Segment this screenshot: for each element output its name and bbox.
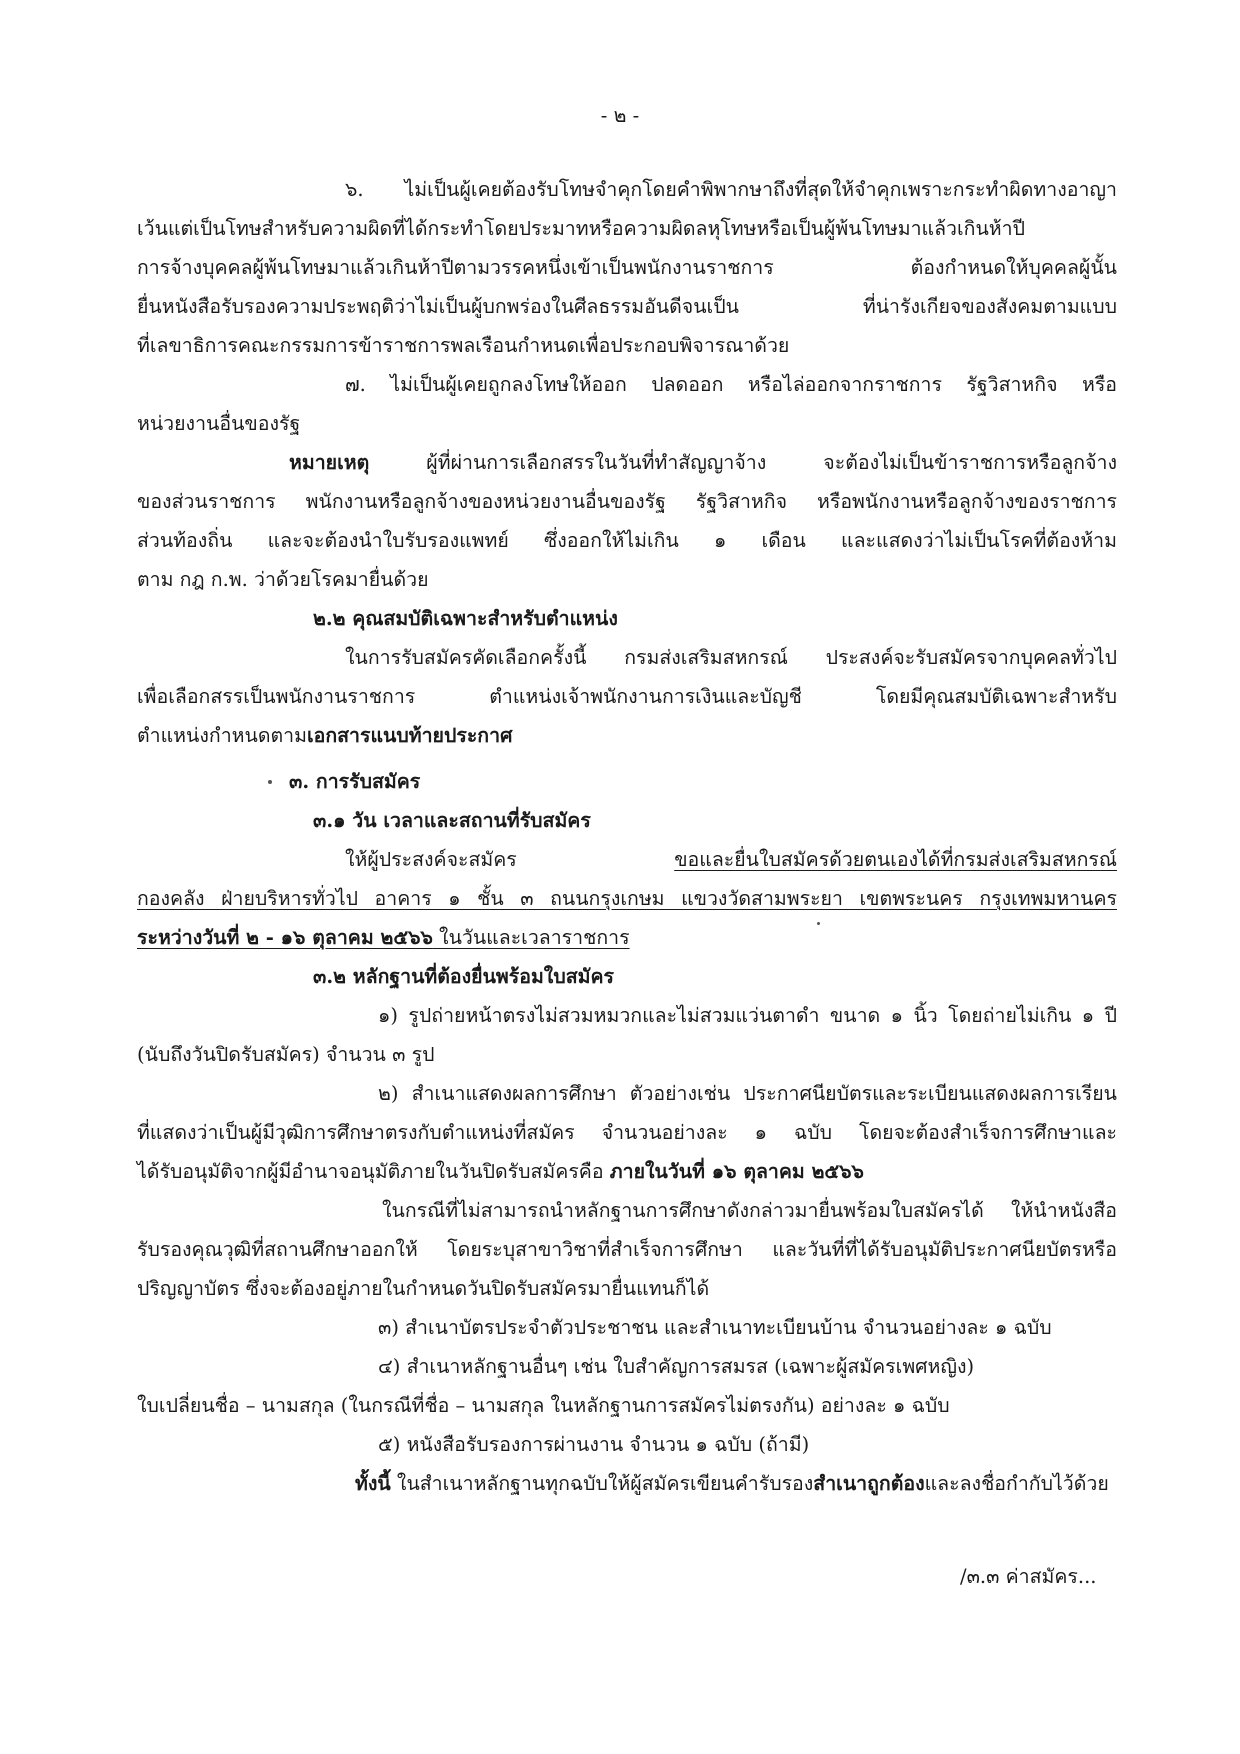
document-2-alt-line-1: ในกรณีที่ไม่สามารถนำหลักฐานการศึกษาดังกล่าวมายื่นพร้อมใบสมัครได้ ให้นำหนังสือ — [382, 1199, 1117, 1222]
office-hours: ในวันและเวลาราชการ — [432, 926, 630, 949]
document-1-line-2: (นับถึงวันปิดรับสมัคร) จำนวน ๓ รูป — [137, 1043, 435, 1066]
remark-line-4: ตาม กฎ ก.พ. ว่าด้วยโรคมายื่นด้วย — [137, 568, 429, 591]
qualification-6-line-2: เว้นแต่เป็นโทษสำหรับความผิดที่ได้กระทำโดยประมาทหรือความผิดลหุโทษหรือเป็นผู้พ้นโทษมาแล้วเกินห้าปี — [137, 217, 1025, 240]
qualification-7-line-1: ๗. ไม่เป็นผู้เคยถูกลงโทษให้ออก ปลดออก หรือไล่ออกจากราชการ รัฐวิสาหกิจ หรือ — [345, 373, 1117, 396]
certification-lead: ทั้งนี้ — [355, 1472, 391, 1495]
certified-copy-phrase: สำเนาถูกต้อง — [813, 1472, 925, 1495]
qualification-6-line-5: ที่เลขาธิการคณะกรรมการข้าราชการพลเรือนกำหนดเพื่อประกอบพิจารณาด้วย — [137, 334, 790, 357]
document-2-alt-line-2: รับรองคุณวุฒิที่สถานศึกษาออกให้ โดยระบุสาขาวิชาที่สำเร็จการศึกษา และวันที่ที่ได้รับอนุมัติประกาศนียบัตรหรือ — [137, 1238, 1117, 1261]
scan-mark — [268, 780, 272, 784]
application-period: ระหว่างวันที่ ๒ - ๑๖ ตุลาคม ๒๕๖๖ — [137, 926, 433, 949]
qualification-7-line-2: หน่วยงานอื่นของรัฐ — [137, 412, 301, 435]
document-1-line-1: ๑) รูปถ่ายหน้าตรงไม่สวมหมวกและไม่สวมแว่นตาดำ ขนาด ๑ นิ้ว โดยถ่ายไม่เกิน ๑ ปี — [378, 1004, 1117, 1027]
document-2-alt-line-3: ปริญญาบัตร ซึ่งจะต้องอยู่ภายในกำหนดวันปิดรับสมัครมายื่นแทนก็ได้ — [137, 1277, 710, 1300]
document-2-line-3 — [137, 1160, 864, 1184]
remark-label: หมายเหตุ — [289, 451, 370, 474]
heading-3-2: ๓.๒ หลักฐานที่ต้องยื่นพร้อมใบสมัคร — [313, 965, 614, 988]
section-3-1-intro: ให้ผู้ประสงค์จะสมัคร — [345, 848, 675, 871]
certification-text: ในสำเนาหลักฐานทุกฉบับให้ผู้สมัครเขียนคำรับรอง — [390, 1472, 814, 1495]
approval-deadline: ภายในวันที่ ๑๖ ตุลาคม ๒๕๖๖ — [609, 1160, 864, 1183]
document-4-line-1: ๔) สำเนาหลักฐานอื่นๆ เช่น ใบสำคัญการสมรส (เฉพาะผู้สมัครเพศหญิง) — [378, 1355, 975, 1378]
qualification-6-line-3: การจ้างบุคคลผู้พ้นโทษมาแล้วเกินห้าปีตามวรรคหนึ่งเข้าเป็นพนักงานราชการ ต้องกำหนดให้บุคคลผู้นั้น — [137, 256, 1117, 279]
certification-line — [355, 1472, 1109, 1496]
remark-text: ผู้ที่ผ่านการเลือกสรรในวันที่ทำสัญญาจ้าง จะต้องไม่เป็นข้าราชการหรือลูกจ้าง — [369, 451, 1117, 474]
section-2-2-line-2: เพื่อเลือกสรรเป็นพนักงานราชการ ตำแหน่งเจ้าพนักงานการเงินและบัญชี โดยมีคุณสมบัติเฉพาะสำหรับ — [137, 685, 1117, 708]
remark-line-2: ของส่วนราชการ พนักงานหรือลูกจ้างของหน่วยงานอื่นของรัฐ รัฐวิสาหกิจ หรือพนักงานหรือลูกจ้างของราชการ — [137, 490, 1117, 513]
section-2-2-line-1: ในการรับสมัครคัดเลือกครั้งนี้ กรมส่งเสริมสหกรณ์ ประสงค์จะรับสมัครจากบุคคลทั่วไป — [345, 646, 1117, 669]
application-period-line — [137, 926, 630, 950]
certification-sign-text: และลงชื่อกำกับไว้ด้วย — [924, 1472, 1109, 1495]
heading-3-1: ๓.๑ วัน เวลาและสถานที่รับสมัคร — [313, 809, 591, 832]
qualification-6-line-1: ๖. ไม่เป็นผู้เคยต้องรับโทษจำคุกโดยคำพิพากษาถึงที่สุดให้จำคุกเพราะกระทำผิดทางอาญา — [345, 178, 1117, 201]
section-3-1-line-1 — [345, 848, 1117, 872]
document-5-line: ๕) หนังสือรับรองการผ่านงาน จำนวน ๑ ฉบับ (ถ้ามี) — [378, 1433, 810, 1456]
section-2-2-text: ตำแหน่งกำหนดตาม — [137, 724, 307, 747]
heading-3: ๓. การรับสมัคร — [289, 770, 421, 793]
heading-2-2: ๒.๒ คุณสมบัติเฉพาะสำหรับตำแหน่ง — [313, 607, 618, 630]
approval-text: ได้รับอนุมัติจากผู้มีอำนาจอนุมัติภายในวันปิดรับสมัครคือ — [137, 1160, 610, 1183]
scan-mark — [817, 922, 820, 925]
document-2-line-2: ที่แสดงว่าเป็นผู้มีวุฒิการศึกษาตรงกับตำแหน่งที่สมัคร จำนวนอย่างละ ๑ ฉบับ โดยจะต้องสำเร็จการศึกษาและ — [137, 1121, 1117, 1144]
continuation-marker: /๓.๓ ค่าสมัคร... — [960, 1565, 1097, 1588]
attachment-reference: เอกสารแนบท้ายประกาศ — [306, 724, 513, 747]
application-address: กองคลัง ฝ่ายบริหารทั่วไป อาคาร ๑ ชั้น ๓ ถนนกรุงเกษม แขวงวัดสามพระยา เขตพระนคร กรุงเทพมหานคร — [137, 887, 1117, 910]
document-3-line: ๓) สำเนาบัตรประจำตัวประชาชน และสำเนาทะเบียนบ้าน จำนวนอย่างละ ๑ ฉบับ — [378, 1316, 1052, 1339]
remark-line-3: ส่วนท้องถิ่น และจะต้องนำใบรับรองแพทย์ ซึ่งออกให้ไม่เกิน ๑ เดือน และแสดงว่าไม่เป็นโรคที่ต้องห้าม — [137, 529, 1117, 552]
document-4-line-2: ใบเปลี่ยนชื่อ – นามสกุล (ในกรณีที่ชื่อ – นามสกุล ในหลักฐานการสมัครไม่ตรงกัน) อย่างละ ๑ ฉบับ — [137, 1394, 950, 1417]
remark-line-1 — [289, 451, 1117, 475]
document-2-line-1: ๒) สำเนาแสดงผลการศึกษา ตัวอย่างเช่น ประกาศนียบัตรและระเบียนแสดงผลการเรียน — [378, 1082, 1117, 1105]
section-2-2-line-3 — [137, 724, 512, 748]
qualification-6-line-4: ยื่นหนังสือรับรองความประพฤติว่าไม่เป็นผู้บกพร่องในศีลธรรมอันดีจนเป็น ที่น่ารังเกียจของสังคมตามแบบ — [137, 295, 1117, 318]
application-place-text: ขอและยื่นใบสมัครด้วยตนเองได้ที่กรมส่งเสริมสหกรณ์ — [674, 848, 1117, 871]
page-number: - ๒ - — [600, 104, 640, 127]
